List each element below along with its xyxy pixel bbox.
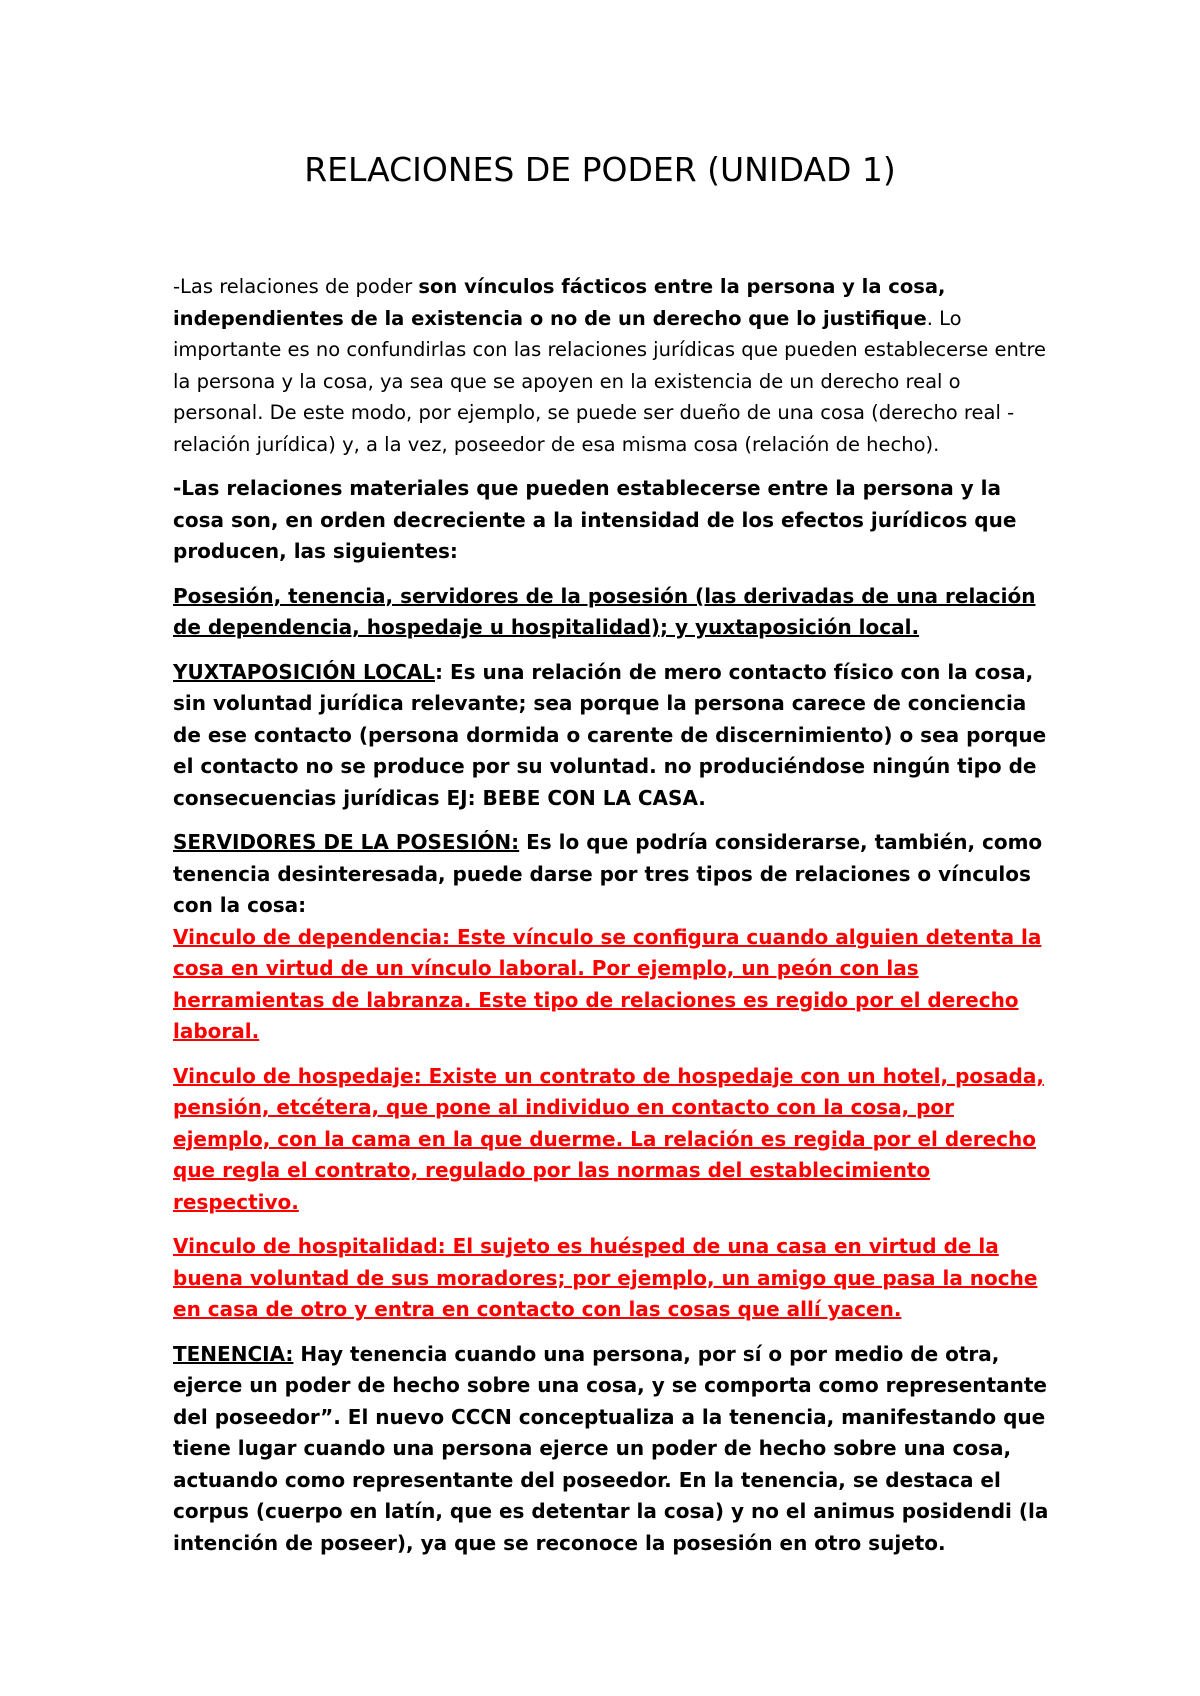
text-tenencia: Hay tenencia cuando una persona, por sí o por medio de otra, ejerce un poder de hecho sobre una cosa, y se comporta como representante del poseedor”. El nuevo CCCN conceptualiza a la tenencia, manifestando que tiene lugar cuando una persona ejerce un poder de hecho sobre una cosa, actuando como representante del poseedor. En la tenencia, se destaca el corpus (cuerpo en latín, que es detentar la cosa) y no el animus posidendi (la intención de poseer), ya que se reconoce la posesión en otro sujeto. [173, 1341, 1049, 1555]
text-servidores: Es lo que podría considerarse, también, como tenencia desinteresada, puede darse por tres tipos de relaciones o vínculos con la cosa: [173, 830, 1043, 917]
paragraph-definition-rest: . Lo importante es no confundirlas con las relaciones jurídicas que pueden establecerse entre la persona y la cosa, ya sea que se apoyen en la existencia de un derecho real o personal. De este modo, por ejemplo, se puede ser dueño de una cosa (derecho real - relación jurídica) y, a la vez, poseedor de esa misma cosa (relación de hecho). [173, 306, 1047, 456]
heading-tenencia: TENENCIA: [173, 1341, 294, 1366]
paragraph-tenencia [173, 1339, 1053, 1560]
paragraph-vinculo-hospitalidad: Vinculo de hospitalidad: El sujeto es huésped de una casa en virtud de la buena voluntad de sus moradores; por ejemplo, un amigo que pasa la noche en casa de otro y entra en contacto con las cosas que allí yacen. [173, 1234, 1038, 1321]
text-yuxtaposicion: : Es una relación de mero contacto físico con la cosa, sin voluntad jurídica relevante; sea porque la persona carece de conciencia de ese contacto (persona dormida o carente de discernimiento) o sea porque el contacto no se produce por su voluntad. no produciéndose ningún tipo de consecuencias jurídicas EJ: BEBE CON LA CASA. [173, 659, 1047, 810]
paragraph-definition [173, 271, 1053, 460]
document-body [173, 271, 1053, 1572]
paragraph-vinculo-hospedaje: Vinculo de hospedaje: Existe un contrato de hospedaje con un hotel, posada, pensión, etcétera, que pone al individuo en contacto con la cosa, por ejemplo, con la cama en la que duerme. La relación es regida por el derecho que regla el contrato, regulado por las normas del establecimiento respectivo. [173, 1063, 1044, 1214]
paragraph-definition-lead: -Las relaciones de poder [173, 275, 419, 298]
paragraph-yuxtaposicion [173, 657, 1053, 815]
paragraph-definition-bold: son vínculos fácticos entre la persona y la cosa, independientes de la existencia o no de un derecho que lo justifique [173, 275, 946, 330]
heading-servidores: SERVIDORES DE LA POSESIÓN: [173, 830, 520, 854]
paragraph-material-relations: -Las relaciones materiales que pueden establecerse entre la persona y la cosa son, en orden decreciente a la intensidad de los efectos jurídicos que producen, las siguientes: [173, 476, 1017, 563]
paragraph-relation-list: Posesión, tenencia, servidores de la posesión (las derivadas de una relación de dependencia, hospedaje u hospitalidad); y yuxtaposición local. [173, 583, 1036, 639]
heading-yuxtaposicion: YUXTAPOSICIÓN LOCAL [173, 659, 435, 684]
document-title: RELACIONES DE PODER (UNIDAD 1) [304, 150, 896, 189]
paragraph-servidores [173, 827, 1053, 1048]
text-vinculo-dependencia: Vinculo de dependencia: Este vínculo se configura cuando alguien detenta la cosa en virtud de un vínculo laboral. Por ejemplo, un peón con las herramientas de labranza. Este tipo de relaciones es regido por el derecho laboral. [173, 924, 1042, 1043]
